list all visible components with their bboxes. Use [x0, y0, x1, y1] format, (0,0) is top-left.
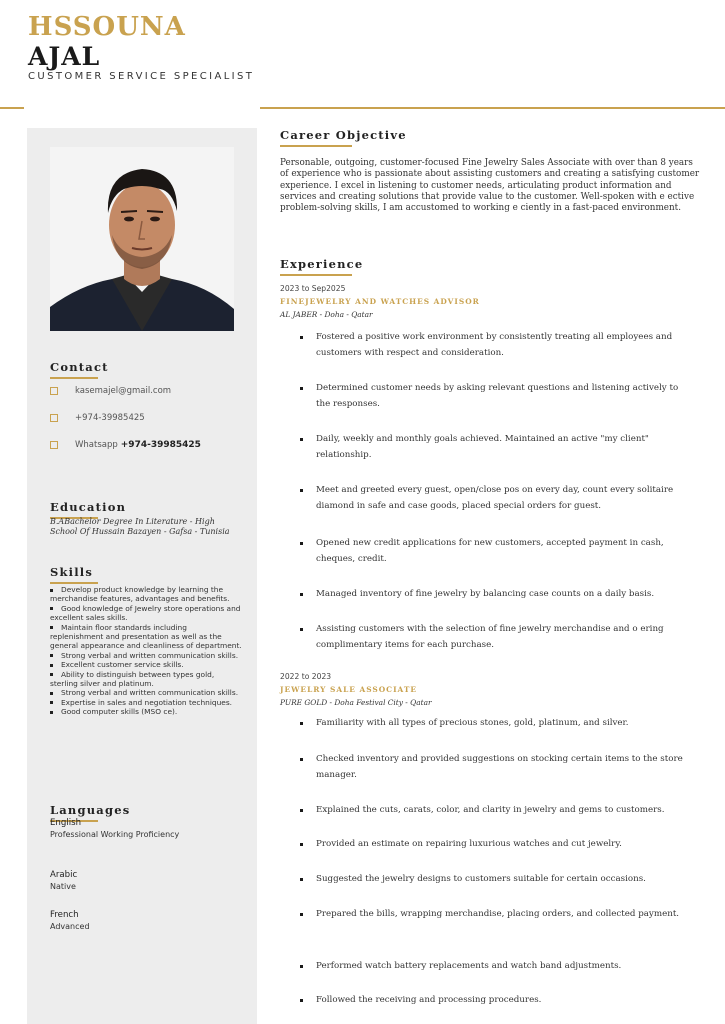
duty-text: Familiarity with all types of precious stones, gold, platinum, and silver.	[316, 718, 629, 728]
duty-text: Determined customer needs by asking relevant questions and listening actively to the responses.	[316, 383, 679, 409]
duty-text: Meet and greeted every guest, open/close pos on every day, count every solitaire diamond in safe and case goods, placed special orders for guest.	[316, 485, 674, 511]
education-text: B.ABachelor Degree In Literature - High School Of Hussain Bazayen - Gafsa - Tunisia	[50, 517, 230, 536]
job-1-role: FINEJEWELRY AND WATCHES ADVISOR	[280, 297, 480, 306]
duty-text: Followed the receiving and processing procedures.	[316, 995, 542, 1005]
phone-icon	[50, 414, 58, 422]
skill-item: Strong verbal and written communication skills.	[50, 688, 242, 697]
job-1-duty-7	[304, 621, 694, 653]
job-1-company: AL JABER - Doha - Qatar	[280, 310, 373, 319]
skills-heading: Skills	[50, 565, 98, 584]
email-icon	[50, 387, 58, 395]
language-name: English	[50, 818, 82, 828]
first-name: HSSOUNA	[28, 12, 186, 42]
language-level: Professional Working Proficiency	[50, 830, 180, 839]
job-2-duty-4	[304, 836, 694, 852]
whatsapp-label: Whatsapp	[75, 440, 118, 450]
duty-text: Suggested the jewelry designs to customers suitable for certain occasions.	[316, 874, 646, 884]
job-2-duty-3	[304, 802, 694, 818]
duty-text: Managed inventory of fine jewelry by balancing case counts on a daily basis.	[316, 589, 655, 599]
job-1-duty-3	[304, 431, 694, 463]
job-1-dates: 2023 to Sep2025	[280, 284, 346, 293]
language-french	[50, 910, 90, 932]
job-2-duty-1	[304, 715, 694, 731]
job-1-duty-2	[304, 380, 694, 412]
skill-item: Ability to distinguish between types gold, sterling silver and platinum.	[50, 670, 242, 689]
education-heading: Education	[50, 500, 126, 519]
duty-text: Explained the cuts, carats, color, and clarity in jewelry and gems to customers.	[316, 805, 665, 815]
profile-photo	[50, 147, 234, 331]
whatsapp-number: +974-39985425	[120, 440, 201, 450]
language-name: Arabic	[50, 870, 78, 880]
skills-list	[50, 585, 242, 717]
skill-item: Good knowledge of Jewelry store operations and excellent sales skills.	[50, 603, 241, 623]
contact-phone[interactable]	[50, 413, 145, 423]
job-1-duty-6	[304, 586, 694, 602]
job-2-role: JEWELRY SALE ASSOCIATE	[280, 685, 417, 694]
job-title: CUSTOMER SERVICE SPECIALIST	[28, 71, 255, 82]
job-2-duty-6	[304, 906, 694, 922]
skill-item: Strong verbal and written communication skills.	[50, 651, 242, 660]
job-2-duty-5	[304, 871, 694, 887]
objective-heading: Career Objective	[280, 128, 407, 147]
duty-text: Prepared the bills, wrapping merchandise, placing orders, and collected payment.	[316, 909, 680, 919]
email-text: kasemajel@gmail.com	[75, 386, 172, 396]
job-1-duty-4	[304, 482, 694, 514]
header-rule-left	[0, 107, 24, 109]
duty-text: Daily, weekly and monthly goals achieved. Maintained an active "my client" relationship.	[316, 434, 649, 460]
experience-heading: Experience	[280, 257, 363, 276]
sidebar	[27, 128, 257, 1024]
job-2-company: PURE GOLD - Doha Festival City - Qatar	[280, 698, 432, 707]
skill-item: Expertise in sales and negotiation techniques.	[50, 698, 242, 707]
language-level: Native	[50, 882, 76, 891]
skill-item: Maintain floor standards including replenishment and presentation as well as the general appearance and cleanliness of department.	[50, 622, 242, 651]
whatsapp-icon	[50, 441, 58, 449]
duty-text: Opened new credit applications for new customers, accepted payment in cash, cheques, credit.	[316, 538, 664, 564]
language-arabic	[50, 870, 77, 892]
language-english	[50, 818, 179, 840]
duty-text: Assisting customers with the selection of fine jewelry merchandise and o ering complimentary items for each purchase.	[316, 624, 664, 650]
contact-whatsapp[interactable]	[50, 440, 201, 450]
language-level: Advanced	[50, 922, 90, 931]
skill-item: Develop product knowledge by learning the merchandise features, advantages and benefits.	[50, 585, 242, 604]
job-1-duty-5	[304, 535, 694, 567]
languages-heading: Languages	[50, 803, 130, 822]
job-2-duty-7	[304, 958, 694, 974]
job-2-dates: 2022 to 2023	[280, 672, 332, 681]
phone-text: +974-39985425	[75, 413, 145, 423]
last-name: AJAL	[28, 42, 101, 71]
duty-text: Fostered a positive work environment by consistently treating all employees and customers with respect and consideration.	[316, 332, 673, 358]
skill-item: Excellent customer service skills.	[50, 660, 242, 669]
language-name: French	[50, 910, 79, 920]
duty-text: Performed watch battery replacements and watch band adjustments.	[316, 961, 622, 971]
job-1-duty-1	[304, 329, 694, 361]
portrait-image	[50, 147, 234, 331]
duty-text: Checked inventory and provided suggestions on stocking certain items to the store manager.	[316, 754, 683, 780]
contact-heading: Contact	[50, 360, 109, 379]
objective-text: Personable, outgoing, customer-focused Fine Jewelry Sales Associate with over than 8 years of experience who is passionate about assisting customers and creating a satisfying customer experience. I excel in listening to customer needs, articulating product information and services and creating solutions that provide value to the customer. Well-spoken with e ective problem-solving skills, I am accustomed to working e ciently in a fast-paced environment.	[280, 158, 700, 214]
header-rule-right	[260, 107, 725, 109]
job-2-duty-2	[304, 751, 694, 783]
contact-email[interactable]	[50, 386, 171, 396]
skill-item: Good computer skills (MSO ce).	[50, 707, 242, 716]
job-2-duty-8	[304, 992, 694, 1008]
duty-text: Provided an estimate on repairing luxurious watches and cut jewelry.	[316, 839, 622, 849]
